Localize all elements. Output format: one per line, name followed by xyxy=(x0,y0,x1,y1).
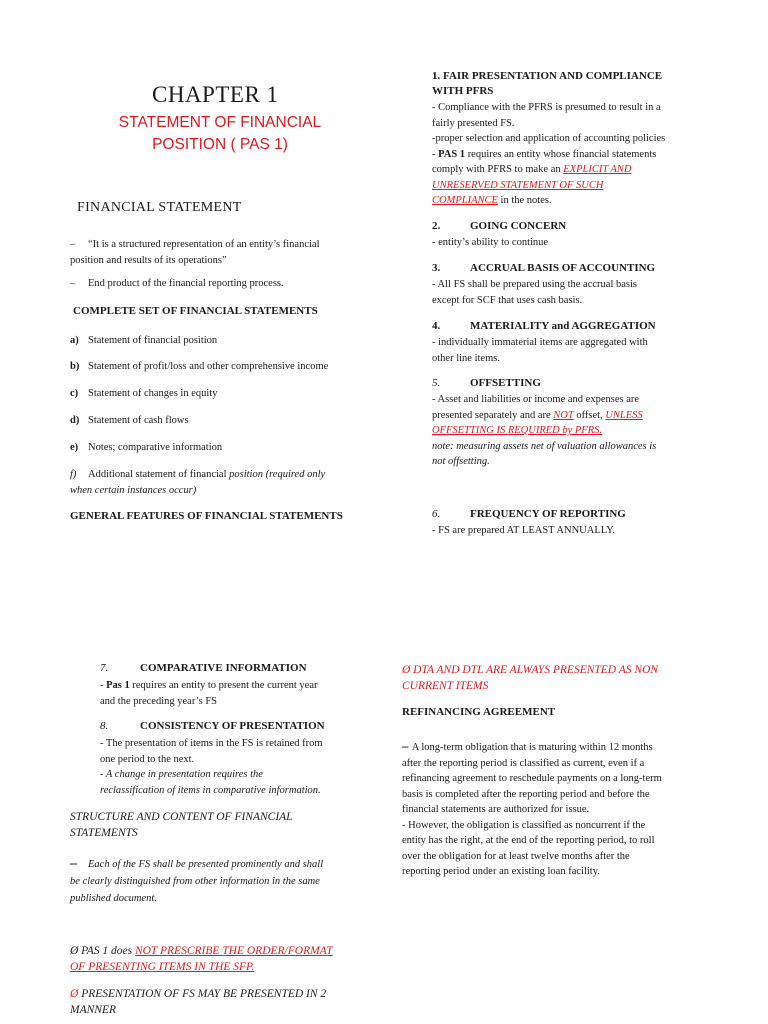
structure-title: STRUCTURE AND CONTENT OF FINANCIAL STATEMENTS xyxy=(70,811,293,839)
complete-set-item-d: d) Statement of cash flows xyxy=(70,415,189,426)
section-1-body: - Compliance with the PFRS is presumed to result in a fairly presented FS. -proper selection and application of accounting policies - PAS 1 requires an entity whose financial statements comply with PFRS to make an EXPLICIT AND UNRESERVED STATEMENT OF SUCH COMPLIANCE in the notes. xyxy=(432,102,666,206)
subtitle-line-2: POSITION ( PAS 1) xyxy=(152,136,288,153)
section-2-body: - entity’s ability to continue xyxy=(432,237,549,248)
complete-set-heading: COMPLETE SET OF FINANCIAL STATEMENTS xyxy=(73,305,318,317)
presentation-manner-note: Ø PRESENTATION OF FS MAY BE PRESENTED IN 2 MANNER xyxy=(70,988,327,1016)
refinancing-title: REFINANCING AGREEMENT xyxy=(402,706,556,718)
pas1-order-note: Ø PAS 1 does NOT PRESCRIBE THE ORDER/FORMAT OF PRESENTING ITEMS IN THE SFP. xyxy=(70,945,333,973)
section-7-body: - Pas 1 requires an entity to present the current year and the preceding year’s FS xyxy=(100,680,318,707)
fs-heading: FINANCIAL STATEMENT xyxy=(77,200,242,215)
section-6-body: - FS are prepared AT LEAST ANNUALLY. xyxy=(432,525,615,536)
subtitle-line-1: STATEMENT OF FINANCIAL xyxy=(118,114,322,131)
section-5-title: 5. OFFSETTING xyxy=(432,377,541,389)
complete-set-item-b: b) Statement of profit/loss and other comprehensive income xyxy=(70,361,329,372)
section-3-body: - All FS shall be prepared using the accrual basis except for SCF that uses cash basis. xyxy=(432,279,637,306)
bullet-dash: – xyxy=(70,278,76,289)
section-6-title: 6. FREQUENCY OF REPORTING xyxy=(432,508,626,520)
bullet-dash: – xyxy=(70,239,76,250)
section-1-title: 1. FAIR PRESENTATION AND COMPLIANCE WITH PFRS xyxy=(432,70,663,97)
general-features-heading: GENERAL FEATURES OF FINANCIAL STATEMENTS xyxy=(70,510,343,522)
dta-dtl-note: Ø DTA AND DTL ARE ALWAYS PRESENTED AS NON CURRENT ITEMS xyxy=(402,664,659,692)
fs-definition: – “It is a structured representation of an entity’s financial position and results of its operations” xyxy=(70,239,320,266)
section-7-title: 7. COMPARATIVE INFORMATION xyxy=(100,662,307,674)
section-8-title: 8. CONSISTENCY OF PRESENTATION xyxy=(100,720,325,732)
bullet-dash: – xyxy=(70,856,77,871)
section-5-body: - Asset and liabilities or income and expenses are presented separately and are NOT offset, UNLESS OFFSETTING IS REQUIRED by PFRS. note: measuring assets net of valuation allowances is not offsetting. xyxy=(432,394,657,467)
complete-set-item-c: c) Statement of changes in equity xyxy=(70,388,218,399)
section-3-title: 3. ACCRUAL BASIS OF ACCOUNTING xyxy=(432,262,656,274)
complete-set-item-f: f) Additional statement of financial position (required only when certain instances occur) xyxy=(70,469,326,496)
section-4-body: - individually immaterial items are aggregated with other line items. xyxy=(432,337,648,364)
section-8-body: - The presentation of items in the FS is retained from one period to the next. - A change in presentation requires the reclassification of items in comparative information. xyxy=(100,738,323,796)
each-fs-paragraph: – Each of the FS shall be presented prominently and shall be clearly distinguished from other information in the same published document. xyxy=(70,856,324,904)
complete-set-item-e: e) Notes; comparative information xyxy=(70,442,223,453)
chapter-title: CHAPTER 1 xyxy=(152,82,279,107)
refinancing-body: – A long-term obligation that is maturing within 12 months after the reporting period is classified as current, even if a refinancing agreement to reschedule payments on a long-term basis is completed after the reporting period and before the financial statements are authorized for issue. - However, the obligation is classified as noncurrent if the entity has the right, at the end of the reporting period, to roll over the obligation for at least twelve months after the reporting period under an existing loan facility. xyxy=(402,738,662,877)
complete-set-item-a: a) Statement of financial position xyxy=(70,335,218,346)
fs-end-product: – End product of the financial reporting process. xyxy=(70,276,284,292)
section-4-title: 4. MATERIALITY and AGGREGATION xyxy=(432,320,656,332)
section-2-title: 2. GOING CONCERN xyxy=(432,220,567,232)
